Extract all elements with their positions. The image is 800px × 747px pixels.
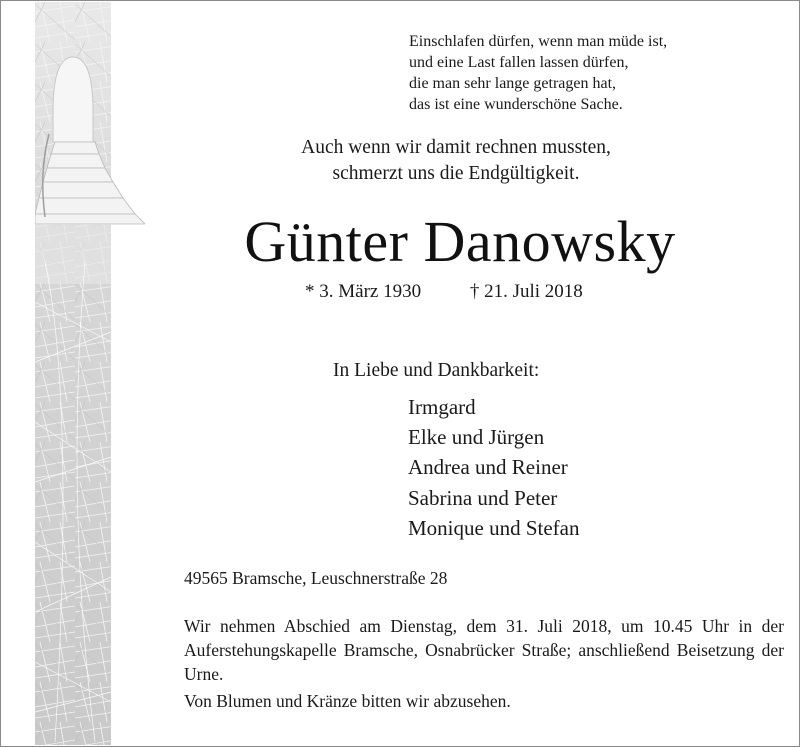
intro-line: Auch wenn wir damit rechnen mussten,: [301, 137, 611, 158]
staircase-illustration: [35, 2, 145, 745]
decorative-staircase-strip: [35, 2, 111, 745]
life-dates: [305, 279, 583, 305]
mourner-name: Elke und Jürgen: [408, 425, 545, 450]
mourners-heading: In Liebe und Dankbarkeit:: [333, 360, 540, 381]
mourner-name: Sabrina und Peter: [408, 485, 558, 510]
birth-date: * 3. März 1930: [305, 281, 422, 302]
flowers-note: Von Blumen und Kränze bitten wir abzusehen.: [184, 691, 511, 711]
poem-line: und eine Last fallen lassen dürfen,: [409, 54, 629, 71]
poem-line: die man sehr lange getragen hat,: [409, 75, 617, 92]
poem-line: Einschlafen dürfen, wenn man müde ist,: [409, 33, 668, 50]
mourners-list: [408, 392, 579, 543]
mourner-name: Andrea und Reiner: [408, 455, 568, 480]
funeral-details: Wir nehmen Abschied am Dienstag, dem 31. Juli 2018, um 10.45 Uhr in der Auferstehungskapelle Bramsche, Osnabrücker Straße; anschließend Beisetzung der Urne.: [184, 616, 784, 684]
poem: [409, 31, 667, 115]
deceased-name: Günter Danowsky: [244, 209, 676, 274]
poem-line: das ist eine wunderschöne Sache.: [409, 96, 623, 113]
intro-line: schmerzt uns die Endgültigkeit.: [332, 163, 580, 184]
mourner-name: Monique und Stefan: [408, 515, 580, 540]
intro-text: [246, 135, 666, 187]
mourner-name: Irmgard: [408, 395, 476, 419]
family-address: 49565 Bramsche, Leuschnerstraße 28: [184, 568, 448, 588]
death-date: † 21. Juli 2018: [469, 281, 583, 302]
